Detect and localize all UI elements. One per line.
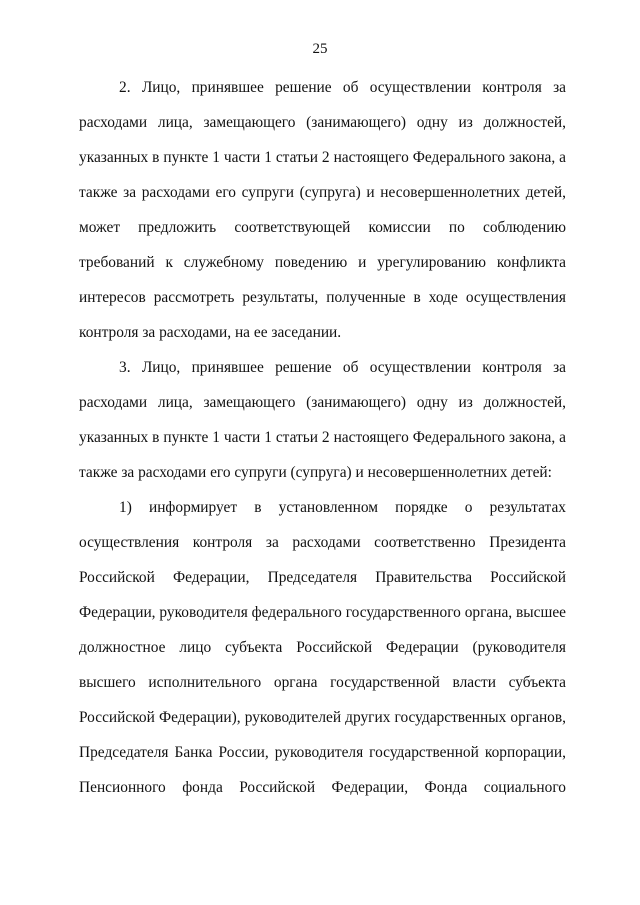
text-line: осуществления контроля за расходами соответственно Президента: [79, 534, 566, 551]
text-line: может предложить соответствующей комиссии по соблюдению: [79, 219, 566, 236]
page-number: 25: [312, 41, 328, 57]
text-line: указанных в пункте 1 части 1 статьи 2 настоящего Федерального закона, а: [79, 429, 566, 446]
text-line: Российской Федерации), руководителей других государственных органов,: [79, 709, 566, 726]
text-line: также за расходами его супруги (супруга) и несовершеннолетних детей:: [79, 464, 552, 481]
text-line: 2. Лицо, принявшее решение об осуществлении контроля за: [119, 79, 566, 96]
text-line: расходами лица, замещающего (занимающего) одну из должностей,: [79, 114, 566, 131]
text-line: Председателя Банка России, руководителя государственной корпорации,: [79, 744, 566, 761]
text-line: должностное лицо субъекта Российской Федерации (руководителя: [79, 639, 566, 656]
text-line: указанных в пункте 1 части 1 статьи 2 настоящего Федерального закона, а: [79, 149, 566, 166]
text-line: требований к служебному поведению и урегулированию конфликта: [79, 254, 566, 271]
text-line: контроля за расходами, на ее заседании.: [79, 324, 342, 341]
text-line: Пенсионного фонда Российской Федерации, Фонда социального: [79, 779, 566, 796]
text-line: расходами лица, замещающего (занимающего) одну из должностей,: [79, 394, 566, 411]
text-line: 3. Лицо, принявшее решение об осуществлении контроля за: [119, 359, 566, 376]
text-line: 1) информирует в установленном порядке о результатах: [119, 499, 566, 516]
text-line: высшего исполнительного органа государственной власти субъекта: [79, 674, 566, 691]
text-line: Российской Федерации, Председателя Правительства Российской: [79, 569, 566, 586]
text-line: также за расходами его супруги (супруга) и несовершеннолетних детей,: [79, 184, 566, 201]
text-line: интересов рассмотреть результаты, полученные в ходе осуществления: [79, 289, 566, 306]
text-line: Федерации, руководителя федерального государственного органа, высшее: [79, 604, 566, 621]
